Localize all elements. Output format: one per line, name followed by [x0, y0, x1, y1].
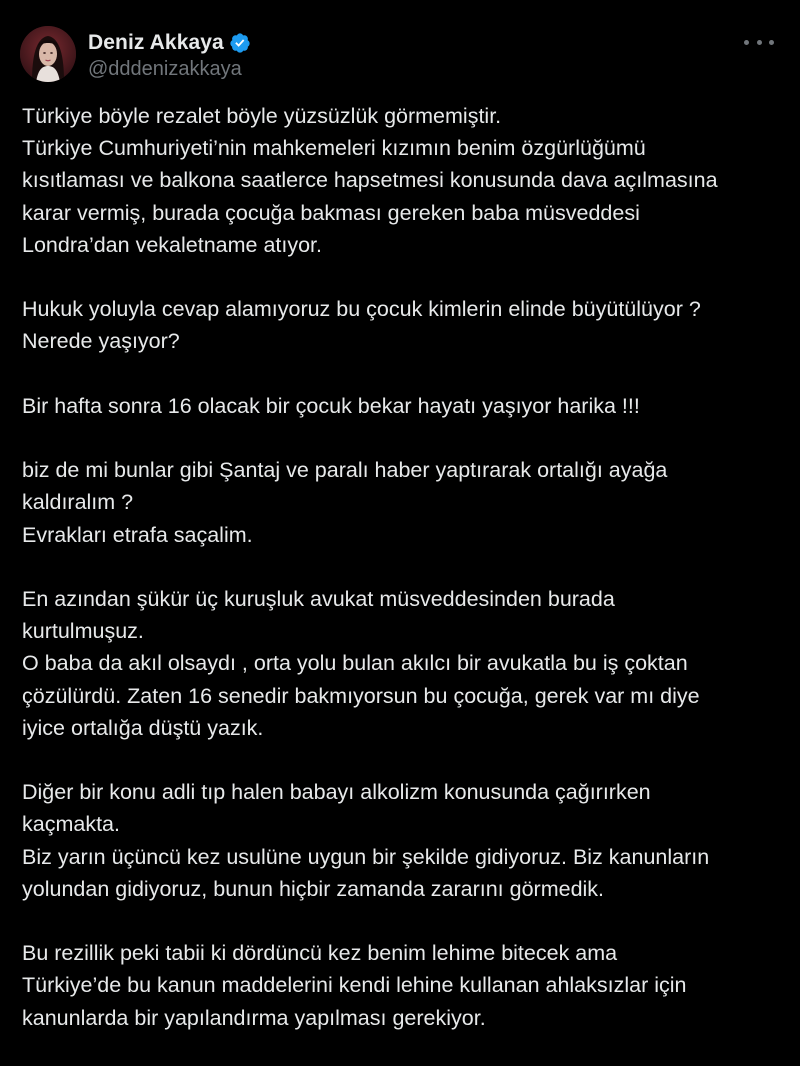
name-row	[88, 28, 251, 58]
tweet-line: iyice ortalığa düştü yazık.	[22, 715, 264, 740]
tweet-line: Londra’dan vekaletname atıyor.	[22, 232, 323, 257]
tweet-paragraph	[22, 293, 782, 357]
tweet-line: kaçmakta.	[22, 812, 120, 837]
tweet-line: Nerede yaşıyor?	[22, 329, 180, 354]
author-names	[88, 28, 251, 81]
tweet-line: karar vermiş, burada çocuğa bakması gereken baba müsveddesi	[22, 200, 640, 225]
tweet-line: Türkiye’de bu kanun maddelerini kendi lehine kullanan ahlaksızlar için	[22, 973, 687, 998]
tweet-line: Hukuk yoluyla cevap alamıyoruz bu çocuk kimlerin elinde büyütülüyor ?	[22, 297, 701, 322]
tweet-line: En azından şükür üç kuruşluk avukat müsveddesinden burada	[22, 586, 615, 611]
more-options-icon[interactable]	[744, 30, 774, 54]
tweet-line: O baba da akıl olsaydı , orta yolu bulan akılcı bir avukatla bu iş çoktan	[22, 651, 688, 676]
tweet-line: Biz yarın üçüncü kez usulüne uygun bir şekilde gidiyoruz. Biz kanunların	[22, 844, 710, 869]
tweet-line: kısıtlaması ve balkona saatlerce hapsetmesi konusunda dava açılmasına	[22, 168, 718, 193]
tweet-paragraph	[22, 937, 782, 1034]
display-name[interactable]: Deniz Akkaya	[88, 30, 224, 54]
tweet-line: çözülürdü. Zaten 16 senedir bakmıyorsun bu çocuğa, gerek var mı diye	[22, 683, 700, 708]
tweet-paragraph	[22, 583, 782, 744]
tweet-line: Bir hafta sonra 16 olacak bir çocuk bekar hayatı yaşıyor harika !!!	[22, 393, 640, 418]
tweet-paragraph	[22, 776, 782, 905]
more-dot	[769, 40, 774, 45]
tweet-text	[22, 100, 782, 1066]
tweet-paragraph	[22, 390, 782, 422]
tweet-header	[20, 26, 251, 82]
tweet-line: Bu rezillik peki tabii ki dördüncü kez benim lehime bitecek ama	[22, 941, 618, 966]
tweet-line: kaldıralım ?	[22, 490, 134, 515]
tweet-paragraph	[22, 454, 782, 551]
tweet-line: kanunlarda bir yapılandırma yapılması gerekiyor.	[22, 1005, 486, 1030]
avatar-image	[20, 26, 76, 82]
author-handle[interactable]: @dddenizakkaya	[88, 57, 242, 80]
avatar[interactable]	[20, 26, 76, 82]
verified-badge-icon[interactable]	[229, 32, 251, 54]
more-dot	[757, 40, 762, 45]
tweet-line: Türkiye böyle rezalet böyle yüzsüzlük görmemiştir.	[22, 104, 502, 128]
tweet-paragraph	[22, 100, 782, 261]
tweet-line: Evrakları etrafa saçalim.	[22, 522, 253, 547]
tweet-line: Diğer bir konu adli tıp halen babayı alkolizm konusunda çağırırken	[22, 780, 651, 805]
tweet-line: Türkiye Cumhuriyeti’nin mahkemeleri kızımın benim özgürlüğümü	[22, 136, 646, 161]
more-dot	[744, 40, 749, 45]
tweet-line: kurtulmuşuz.	[22, 619, 144, 644]
tweet-line: yolundan gidiyoruz, bunun hiçbir zamanda zararını görmedik.	[22, 876, 605, 901]
tweet-line: biz de mi bunlar gibi Şantaj ve paralı haber yaptırarak ortalığı ayağa	[22, 458, 668, 483]
